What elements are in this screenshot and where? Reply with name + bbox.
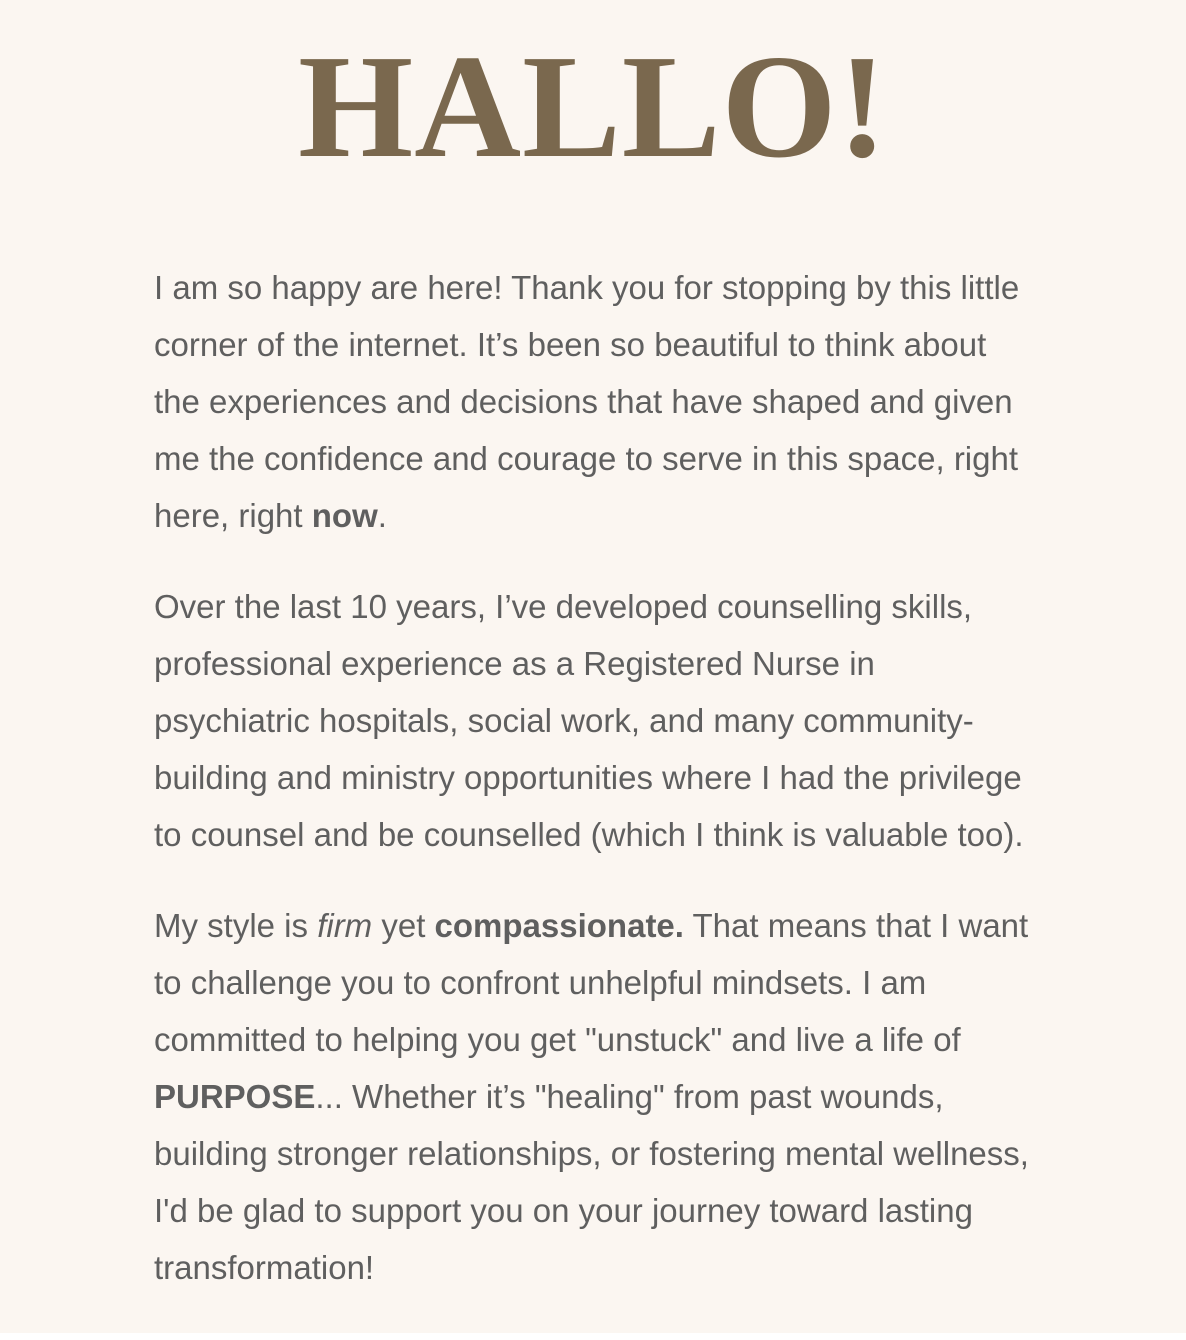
text-segment-normal: . [377, 497, 387, 535]
intro-paragraph [154, 897, 1032, 1296]
text-segment-normal: That means that I want to challenge you to confront unhelpful mindsets. I am committed to helping you get "unstuck" and live a life of [154, 907, 1029, 1059]
intro-section [154, 0, 1032, 1296]
page-title: HALLO! [298, 25, 888, 189]
text-segment-bold: PURPOSE [154, 1078, 316, 1116]
text-segment-normal: yet [372, 907, 435, 945]
text-segment-normal: I am so happy are here! Thank you for stopping by this little corner of the internet. It’s been so beautiful to think about the experiences and decisions that have shaped and given me the confidence and courage to serve in this space, right here, right [154, 269, 1020, 535]
text-segment-bold: now [311, 497, 378, 535]
text-segment-bold: compassionate. [434, 907, 684, 945]
text-segment-italic: firm [317, 907, 373, 945]
text-segment-normal: Over the last 10 years, I’ve developed counselling skills, professional experience as a Registered Nurse in psychiatric hospitals, social work, and many community-building and ministry opportunities where I had the privilege to counsel and be counselled (which I think is valuable too). [154, 588, 1024, 854]
text-segment-normal: ... Whether it’s "healing" from past wounds, building stronger relationships, or fostering mental wellness, I'd be glad to support you on your journey toward lasting transformation! [154, 1078, 1029, 1287]
next-section-edge [0, 1333, 1186, 1340]
intro-paragraph [154, 578, 1032, 863]
intro-body [154, 259, 1032, 1296]
text-segment-normal: My style is [154, 907, 318, 945]
intro-paragraph [154, 259, 1032, 544]
